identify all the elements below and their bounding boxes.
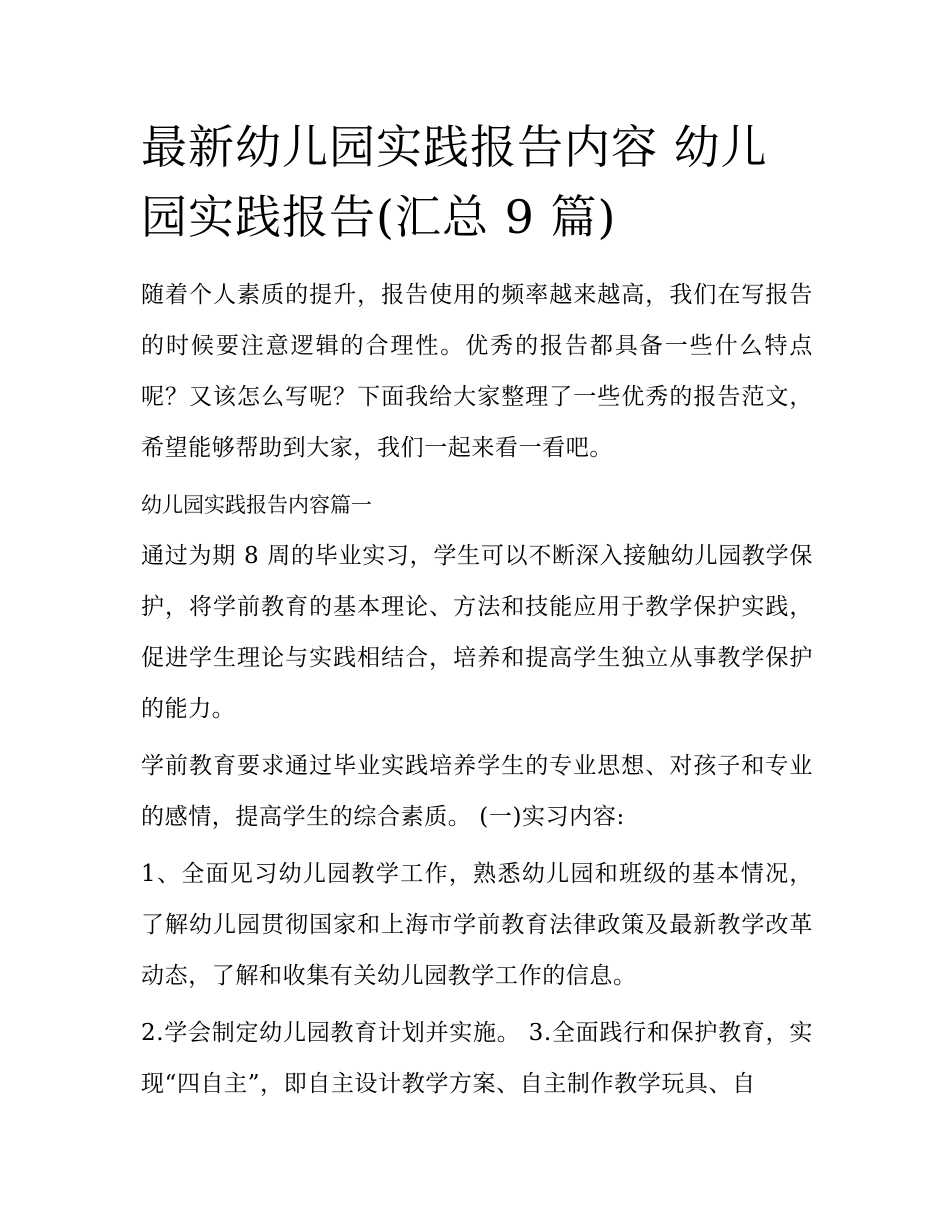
- body-paragraph: 2.学会制定幼儿园教育计划并实施。 3.全面践行和保护教育，实现“四自主”，即自主设计教学方案、自主制作教学玩具、自: [141, 1020, 813, 1097]
- document-page: [141, 112, 813, 1116]
- section-heading: 幼儿园实践报告内容篇一: [141, 493, 372, 517]
- body-paragraph: 通过为期 8 周的毕业实习，学生可以不断深入接触幼儿园教学保护，将学前教育的基本理论、方法和技能应用于教学保护实践，促进学生理论与实践相结合，培养和提高学生独立从事教学保护的能力。: [141, 543, 813, 722]
- document-title: 最新幼儿园实践报告内容 幼儿园实践报告(汇总 9 篇): [141, 120, 768, 244]
- body-paragraph: 学前教育要求通过毕业实践培养学生的专业思想、对孩子和专业的感情，提高学生的综合素质。 (一)实习内容:: [141, 753, 813, 830]
- intro-paragraph: 随着个人素质的提升，报告使用的频率越来越高，我们在写报告的时候要注意逻辑的合理性。优秀的报告都具备一些什么特点呢？又该怎么写呢？下面我给大家整理了一些优秀的报告范文，希望能够帮助到大家，我们一起来看一看吧。: [141, 282, 813, 461]
- body-paragraph: 1、全面见习幼儿园教学工作，熟悉幼儿园和班级的基本情况，了解幼儿园贯彻国家和上海市学前教育法律政策及最新教学改革动态，了解和收集有关幼儿园教学工作的信息。: [141, 861, 813, 989]
